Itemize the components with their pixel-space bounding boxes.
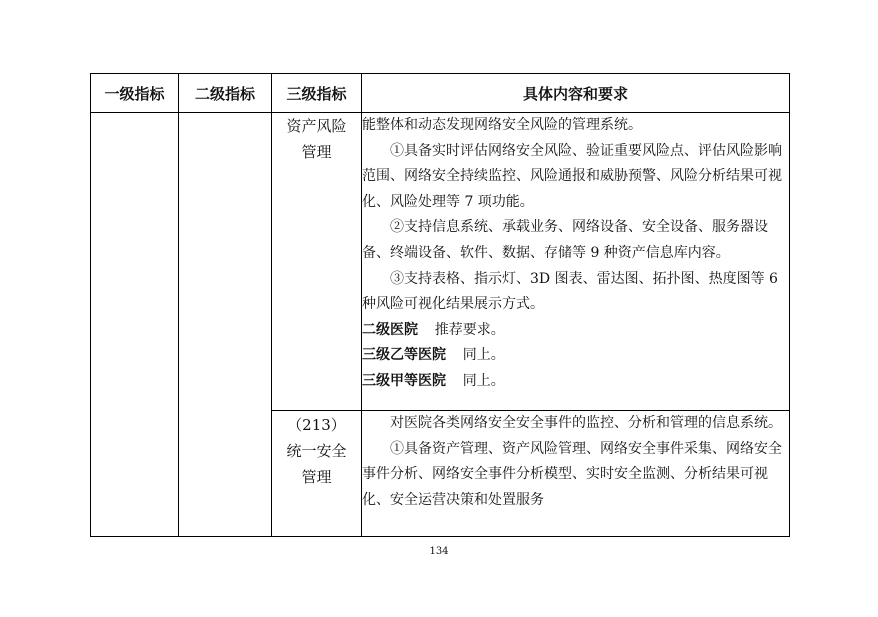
- level3-cell-asset-risk: [272, 113, 362, 411]
- content-paragraph: ②支持信息系统、承载业务、网络设备、安全设备、服务器设备、终端设备、软件、数据、存储等 9 种资产信息库内容。: [362, 219, 768, 261]
- level3-text: （213）: [287, 416, 346, 434]
- level3-text: 管理: [301, 468, 332, 486]
- level-requirement: [362, 369, 789, 395]
- requirement-text: 同上。: [462, 347, 505, 364]
- requirement-text: 推荐要求。: [434, 321, 505, 338]
- hospital-level: 三级甲等医院: [362, 372, 446, 389]
- requirements-table: [90, 73, 790, 537]
- content-paragraph: 能整体和动态发现网络安全风险的管理系统。: [362, 117, 642, 133]
- level-requirement: [362, 343, 789, 369]
- table-header-row: [91, 74, 790, 113]
- header-level3: 三级指标: [272, 74, 362, 113]
- content-paragraph: ①具备实时评估网络安全风险、验证重要风险点、评估风险影响范围、网络安全持续监控、风险通报和威胁预警、风险分析结果可视化、风险处理等 7 项功能。: [362, 142, 782, 210]
- level3-text: 资产风险: [286, 117, 347, 135]
- content-paragraph: ①具备资产管理、资产风险管理、网络安全事件采集、网络安全事件分析、网络安全事件分析模型、实时安全监测、分析结果可视化、安全运营决策和处置服务: [362, 440, 782, 508]
- content-cell-asset-risk: [362, 113, 790, 411]
- level-requirement: [362, 318, 789, 344]
- requirement-text: 同上。: [462, 372, 505, 389]
- header-content: 具体内容和要求: [362, 74, 790, 113]
- level3-text: 管理: [301, 143, 332, 161]
- hospital-level: 三级乙等医院: [362, 347, 446, 364]
- hospital-level: 二级医院: [362, 321, 418, 338]
- level2-cell: [179, 113, 272, 537]
- header-level1: 一级指标: [91, 74, 179, 113]
- level3-cell-unified-security: [272, 411, 362, 537]
- header-level2: 二级指标: [179, 74, 272, 113]
- level3-text: 统一安全: [286, 442, 347, 460]
- level1-cell: [91, 113, 179, 537]
- table-row: [91, 113, 790, 411]
- content-paragraph: 对医院各类网络安全安全事件的监控、分析和管理的信息系统。: [390, 415, 782, 431]
- content-cell-unified-security: [362, 411, 790, 537]
- content-paragraph: ③支持表格、指示灯、3D 图表、雷达图、拓扑图、热度图等 6 种风险可视化结果展示方式。: [362, 270, 778, 313]
- page-number: 134: [429, 546, 449, 557]
